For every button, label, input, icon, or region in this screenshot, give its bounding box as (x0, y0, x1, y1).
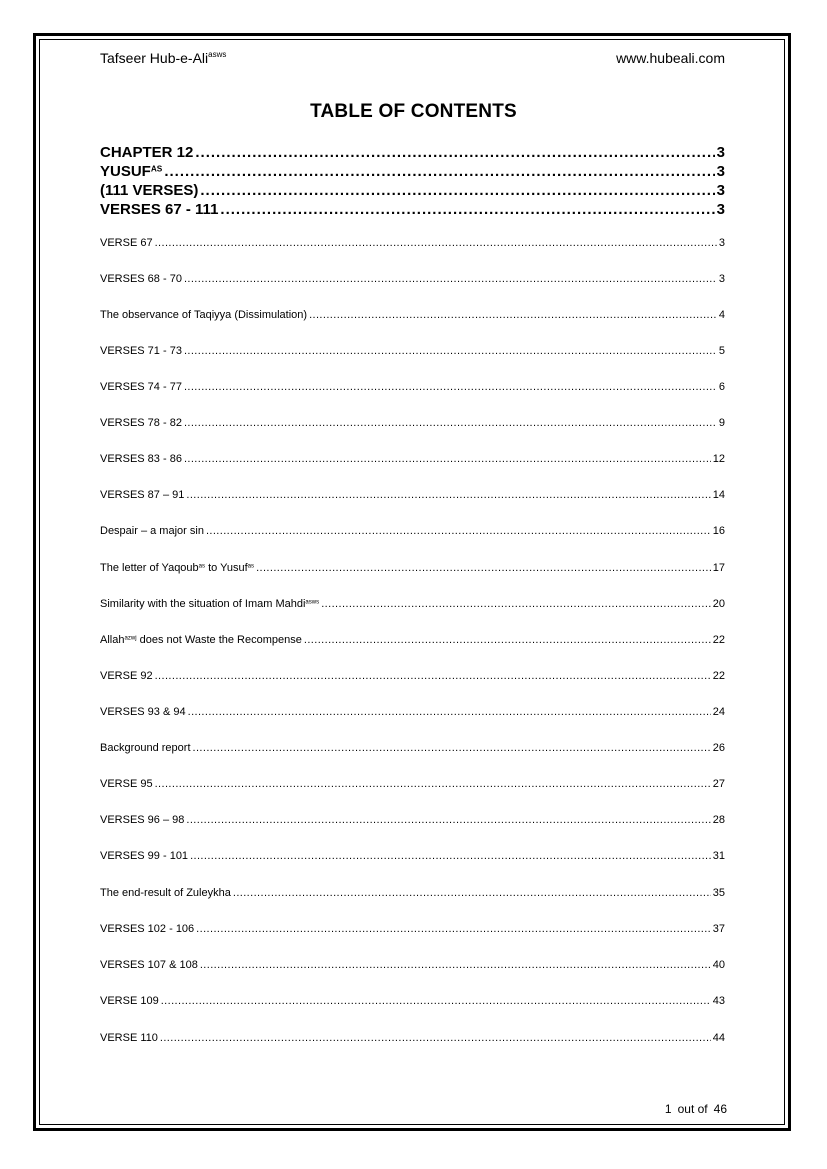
toc-entry[interactable] (100, 380, 725, 395)
toc-entry-page: 6 (718, 381, 725, 393)
toc-leader-dots (200, 958, 711, 973)
toc-leader-dots (184, 344, 717, 359)
toc-leader-dots (184, 452, 711, 467)
toc-entry[interactable] (100, 994, 725, 1009)
toc-entry-label: VERSES 99 - 101 (100, 850, 189, 862)
toc-leader-dots (155, 236, 717, 251)
toc-entry[interactable] (100, 705, 725, 720)
toc-leader-dots (220, 200, 714, 219)
toc-entry-label: The letter of Yaqoub$^{as}$ to Yusuf$^{as}$ (100, 562, 255, 574)
toc-entry-page: 12 (712, 453, 725, 465)
toc-entry[interactable] (100, 886, 725, 901)
toc-entry[interactable] (100, 958, 725, 973)
toc-entry-label: VERSES 78 - 82 (100, 417, 182, 429)
toc-leader-dots (186, 488, 710, 503)
toc-leader-dots (190, 849, 711, 864)
toc-entry-page: 3 (718, 273, 725, 285)
toc-entry-page: 9 (718, 417, 725, 429)
toc-entry-label: VERSE 67 (100, 237, 153, 249)
toc-entry[interactable] (100, 597, 725, 612)
header-website-link[interactable]: www.hubeali.com (616, 50, 725, 66)
toc-leader-dots (206, 524, 711, 539)
toc-entry-label: VERSES 68 - 70 (100, 273, 182, 285)
toc-entry-label: Background report (100, 742, 191, 754)
toc-entry-label: VERSE 95 (100, 778, 153, 790)
toc-leader-dots (186, 813, 710, 828)
toc-entry[interactable] (100, 344, 725, 359)
toc-entry-label: VERSES 67 - 111 (100, 201, 219, 218)
toc-entry-label: VERSES 71 - 73 (100, 345, 182, 357)
toc-entry-page: 31 (712, 850, 725, 862)
toc-entry[interactable] (100, 236, 725, 251)
toc-entry-label: VERSES 107 & 108 (100, 959, 198, 971)
toc-entry[interactable] (100, 777, 725, 792)
toc-entry-label: VERSE 109 (100, 995, 159, 1007)
toc-entry[interactable] (100, 162, 725, 181)
toc-entry-page: 40 (712, 959, 725, 971)
toc-entry-page: 22 (712, 634, 725, 646)
toc-entry-page: 3 (716, 144, 725, 161)
toc-entry-page: 17 (712, 562, 725, 574)
toc-entry[interactable] (100, 1031, 725, 1046)
toc-entry-page: 22 (712, 670, 725, 682)
toc-entry-label: VERSES 87 – 91 (100, 489, 185, 501)
toc-entry-label: VERSES 96 – 98 (100, 814, 185, 826)
toc-entry-page: 37 (712, 923, 725, 935)
toc-entry-label: Despair – a major sin (100, 525, 204, 537)
header-book-title (100, 50, 226, 66)
page-of-label: out of (677, 1102, 708, 1116)
page-title: TABLE OF CONTENTS (310, 101, 517, 122)
toc-entry-page: 4 (718, 309, 725, 321)
toc-entry-page: 3 (716, 182, 725, 199)
toc-entry-page: 44 (712, 1032, 725, 1044)
header-title-superscript: asws (208, 50, 227, 59)
toc-leader-dots (184, 272, 717, 287)
toc-entry-page: 26 (712, 742, 725, 754)
toc-entry-label: $YUSUF^{AS}$ (100, 163, 163, 180)
toc-leader-dots (233, 886, 711, 901)
toc-leader-dots (184, 380, 717, 395)
toc-entry-label: VERSE 110 (100, 1032, 158, 1044)
toc-entry[interactable] (100, 181, 725, 200)
toc-leader-dots (184, 416, 717, 431)
toc-leader-dots (160, 1031, 711, 1046)
toc-entry-label: VERSES 93 & 94 (100, 706, 186, 718)
toc-entry[interactable] (100, 416, 725, 431)
toc-entry[interactable] (100, 633, 725, 648)
page-total: 46 (713, 1102, 727, 1116)
toc-entry-page: 27 (712, 778, 725, 790)
page-footer (665, 1102, 727, 1116)
toc-entry[interactable] (100, 813, 725, 828)
toc-leader-dots (195, 143, 714, 162)
toc-leader-dots (196, 922, 711, 937)
toc-leader-dots (161, 994, 711, 1009)
toc-leader-dots (193, 741, 711, 756)
toc-entry-label: CHAPTER 12 (100, 144, 194, 161)
toc-entry[interactable] (100, 488, 725, 503)
toc-entry-page: 14 (712, 489, 725, 501)
toc-entry[interactable] (100, 669, 725, 684)
toc-entry[interactable] (100, 200, 725, 219)
toc-entry[interactable] (100, 308, 725, 323)
header-title-text: Tafseer Hub-e-Ali (100, 50, 209, 66)
toc-entry-page: 43 (712, 995, 725, 1007)
toc-entry-label: (111 VERSES) (100, 182, 199, 199)
toc-entry-label: VERSES 74 - 77 (100, 381, 182, 393)
toc-entry-label: VERSES 102 - 106 (100, 923, 195, 935)
toc-leader-dots (155, 669, 711, 684)
toc-leader-dots (164, 162, 714, 181)
toc-leader-dots (304, 633, 711, 648)
toc-entry-page: 3 (716, 163, 725, 180)
toc-entry-label: The observance of Taqiyya (Dissimulation) (100, 309, 308, 321)
toc-entry-label: VERSES 83 - 86 (100, 453, 182, 465)
toc-entry[interactable] (100, 849, 725, 864)
toc-entry[interactable] (100, 524, 725, 539)
toc-entry-page: 35 (712, 887, 725, 899)
toc-entry-page: 20 (712, 598, 725, 610)
toc-entry[interactable] (100, 922, 725, 937)
toc-leader-dots (200, 181, 714, 200)
toc-leader-dots (188, 705, 711, 720)
toc-leader-dots (309, 308, 717, 323)
toc-entry[interactable] (100, 561, 725, 576)
toc-leader-dots (256, 561, 711, 576)
toc-entry[interactable] (100, 452, 725, 467)
toc-entry[interactable] (100, 741, 725, 756)
toc-entry-label: Similarity with the situation of Imam Mahdi$^{asws}$ (100, 598, 320, 610)
toc-entry-label: The end-result of Zuleykha (100, 887, 231, 899)
toc-entry[interactable] (100, 143, 725, 162)
toc-entry-page: 3 (718, 237, 725, 249)
toc-entry-label: Allah$^{azwj}$ does not Waste the Recompense (100, 634, 302, 646)
toc-entry-page: 28 (712, 814, 725, 826)
toc-entry-page: 16 (712, 525, 725, 537)
toc-leader-dots (321, 597, 711, 612)
toc-entry-label: VERSE 92 (100, 670, 153, 682)
toc-entry-page: 24 (712, 706, 725, 718)
toc-entry[interactable] (100, 272, 725, 287)
toc-entry-page: 5 (718, 345, 725, 357)
page-number: 1 (664, 1102, 672, 1116)
toc-leader-dots (155, 777, 711, 792)
toc-entry-page: 3 (716, 201, 725, 218)
